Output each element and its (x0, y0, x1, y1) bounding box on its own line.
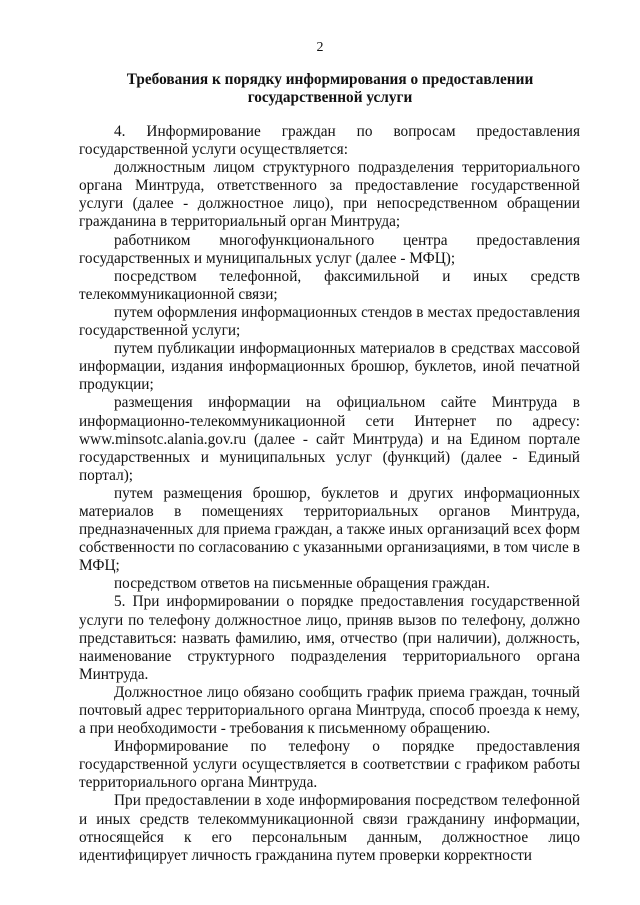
paragraph-brochures: путем размещения брошюр, буклетов и других информационных материалов в помещениях территориальных органов Минтруда, предназначенных для приема граждан, а также иных организаций всех форм собственности по согласованию с указанными организациями, в том числе в МФЦ; (79, 484, 580, 575)
paragraph-schedule: Должностное лицо обязано сообщить график приема граждан, точный почтовый адрес территориального органа Минтруда, способ проезда к нему, а при необходимости - требования к письменному обращению. (79, 683, 580, 738)
paragraph-written-replies: посредством ответов на письменные обращения граждан. (114, 575, 490, 593)
paragraph-mfc-worker: работником многофункционального центра предоставления государственных и муниципальных услуг (далее - МФЦ); (79, 231, 580, 267)
section-heading-line-2: государственной услуги (247, 89, 413, 106)
paragraph-official: должностным лицом структурного подразделения территориального органа Минтруда, ответственного за предоставление государственной услуги (далее - должностное лицо), при непосредственном обращении гражданина в территориальный орган Минтруда; (79, 159, 580, 231)
paragraph-item-5: 5. При информировании о порядке предоставления государственной услуги по телефону должностное лицо, приняв вызов по телефону, должно представиться: назвать фамилию, имя, отчество (при наличии), должность, наименование структурного подразделения территориального органа Минтруда. (79, 593, 580, 683)
paragraph-item-4: 4. Информирование граждан по вопросам предоставления государственной услуги осуществляется: (79, 123, 580, 159)
paragraph-media: путем публикации информационных материалов в средствах массовой информации, издания информационных брошюр, буклетов, иной печатной продукции; (79, 340, 580, 394)
paragraph-stands: путем оформления информационных стендов в местах предоставления государственной услуги; (79, 303, 580, 340)
section-heading (80, 71, 580, 107)
page-number: 2 (316, 40, 324, 55)
paragraph-identification: При предоставлении в ходе информирования посредством телефонной и иных средств телекоммуникационной связи гражданину информации, относящейся к его персональным данным, должностное лицо идентифицирует личность гражданина путем проверки корректности (79, 792, 580, 864)
paragraph-telecom: посредством телефонной, факсимильной и иных средств телекоммуникационной связи; (79, 267, 580, 303)
paragraph-website: размещения информации на официальном сайте Минтруда в информационно-телекоммуникационной сети Интернет по адресу: www.minsotc.alania.gov.ru (далее - сайт Минтруда) и на Едином портале государственных и муниципальных услуг (функций) (далее - Единый портал); (79, 394, 580, 484)
paragraph-phone-hours: Информирование по телефону о порядке предоставления государственной услуги осуществляется в соответствии с графиком работы территориального органа Минтруда. (79, 738, 580, 792)
document-body (79, 123, 580, 865)
section-heading-line-1: Требования к порядку информирования о предоставлении (126, 71, 534, 88)
